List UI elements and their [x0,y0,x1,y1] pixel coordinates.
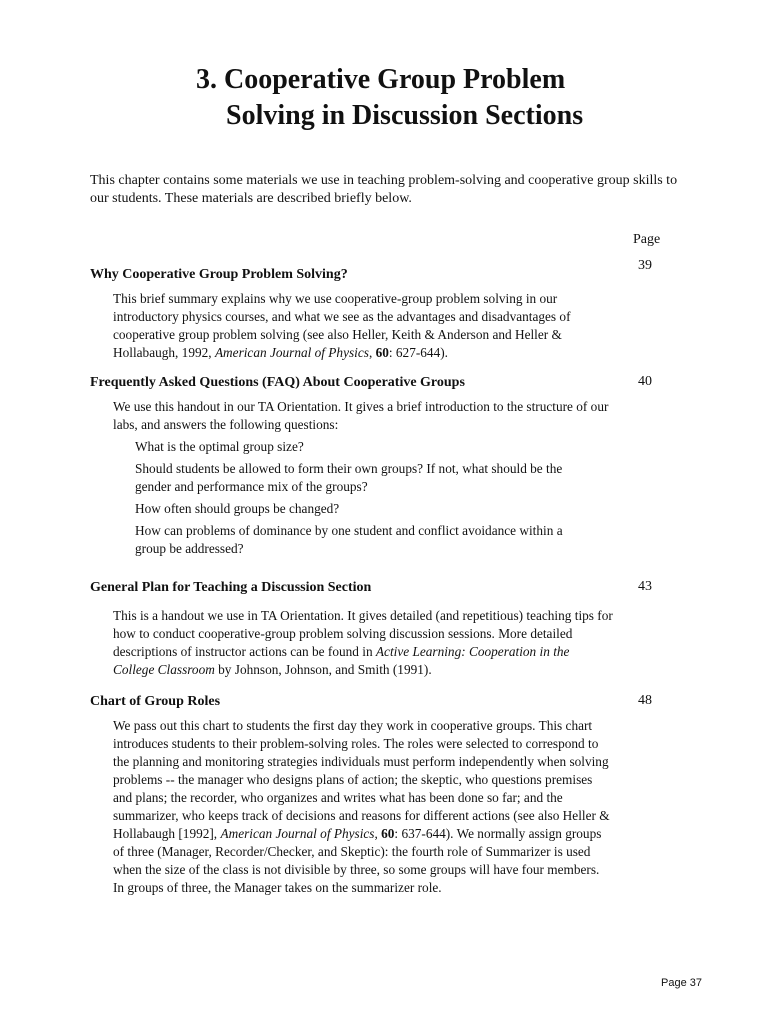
body-text: This is a handout we use in TA Orientation. It gives detailed (and repetitious) teaching tips for how to conduct cooperative-group problem solving discussion sessions. More detailed descriptions of instructor actions can be found in [113,608,613,659]
section-title: General Plan for Teaching a Discussion Section [90,580,372,595]
page-column-header: Page [633,232,661,247]
page-footer: Page 37 [661,977,702,989]
section-page-number: 40 [638,374,652,389]
faq-question: What is the optimal group size? [135,439,304,454]
section-body: This brief summary explains why we use cooperative-group problem solving in our introductory physics courses, and what we see as the advantages and disadvantages of cooperative group problem solving (see also Heller, Keith & Anderson and Heller & Hollabaugh, 1992, American Journal of Physics, 60: 627-644). [113,291,571,360]
section-title: Frequently Asked Questions (FAQ) About Cooperative Groups [90,375,465,390]
section-page-number: 43 [638,579,652,594]
section-body: We use this handout in our TA Orientation. It gives a brief introduction to the structure of our labs, and answers the following questions: [113,399,609,432]
book-title: Active Learning: Cooperation in the College Classroom [113,644,570,677]
section-body [113,607,613,679]
section-why-cooperative [90,258,670,362]
section-page-number: 39 [638,258,652,273]
body-text-end: : 627-644). [388,345,448,360]
faq-question: How can problems of dominance by one student and conflict avoidance within a group be addressed? [135,523,563,556]
body-text: We pass out this chart to students the first day they work in cooperative groups. This chart introduces students to their problem-solving roles. The roles were selected to correspond to the planning and monitoring strategies individuals must perform independently when solving problems -- the manager who designs plans of action; the skeptic, who questions premises and plans; the recorder, who organizes and writes what has been done so far; and the summarizer, who keeps track of decisions and reasons for different actions (see also Heller & Hollabaugh [1992], [113,718,610,841]
faq-question: Should students be allowed to form their own groups? If not, what should be the gender and performance mix of the groups? [135,461,563,494]
volume-number: 60 [381,826,395,841]
section-page-number: 48 [638,693,652,708]
chapter-title [196,62,716,134]
section-group-roles [90,693,670,897]
section-title: Chart of Group Roles [90,694,221,709]
journal-name: American Journal of Physics [214,345,369,360]
body-text-end: by Johnson, Johnson, and Smith (1991). [214,662,432,677]
section-general-plan [90,579,670,679]
chapter-title-line2: Solving in Discussion Sections [226,100,584,131]
body-text-end: : 637-644). We normally assign groups of three (Manager, Recorder/Checker, and Skeptic): the fourth role of Summarizer is used when the size of the class is not divisible by three, so some groups will have four members. In groups of three, the Manager takes on the summarizer role. [113,826,602,895]
section-title: Why Cooperative Group Problem Solving? [90,267,348,282]
journal-name: American Journal of Physics [220,826,375,841]
volume-number: 60 [375,345,389,360]
faq-question: How often should groups be changed? [135,501,340,516]
chapter-title-line1: 3. Cooperative Group Problem [196,64,566,95]
section-body: We pass out this chart to students the first day they work in cooperative groups. This chart introduces students to their problem-solving roles. The roles were selected to correspond to the planning and monitoring strategies individuals must perform independently when solving problems -- the manager who designs plans of action; the skeptic, who questions premises and plans; the recorder, who organizes and writes what has been done so far; and the summarizer, who keeps track of decisions and reasons for different actions (see also Heller & Hollabaugh [1992], American Journal of Physics, 60: 637-644). We normally assign groups of three (Manager, Recorder/Checker, and Skeptic): the fourth role of Summarizer is used when the size of the class is not divisible by three, so some groups will have four members. In groups of three, the Manager takes on the summarizer role. [113,718,610,895]
section-faq [90,374,670,558]
body-text: This brief summary explains why we use cooperative-group problem solving in our introductory physics courses, and what we see as the advantages and disadvantages of cooperative group problem solving (see also Heller, Keith & Anderson and Heller & Hollabaugh, 1992, [113,291,571,360]
intro-paragraph: This chapter contains some materials we use in teaching problem-solving and cooperative group skills to our students. These materials are described briefly below. [90,173,678,206]
